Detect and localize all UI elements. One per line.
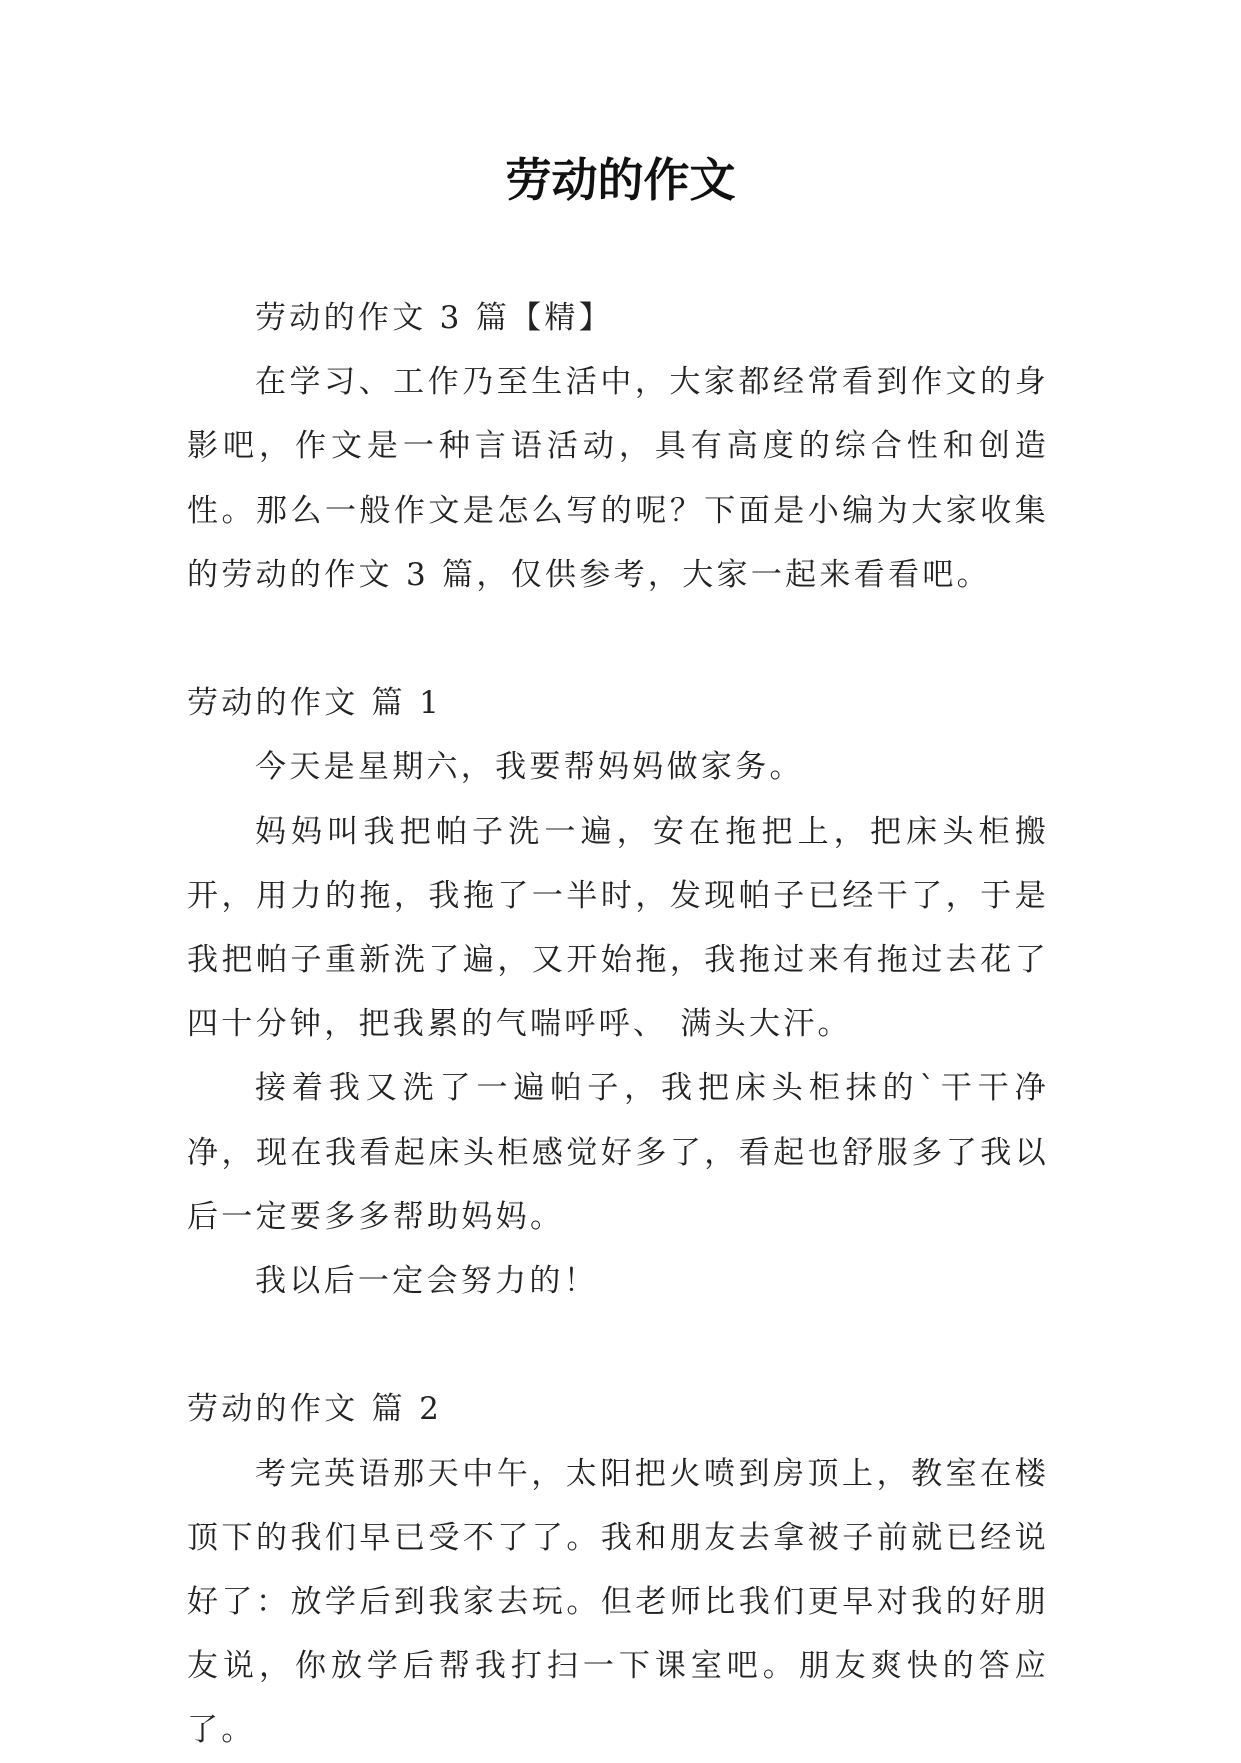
essay-1-paragraph: 接着我又洗了一遍帕子，我把床头柜抹的`干干净净，现在我看起床头柜感觉好多了，看起也舒服多了我以后一定要多多帮助妈妈。 <box>187 1070 1049 1235</box>
essay-1-paragraph: 妈妈叫我把帕子洗一遍，安在拖把上，把床头柜搬开，用力的拖，我拖了一半时，发现帕子已经干了，于是我把帕子重新洗了遍，又开始拖，我拖过来有拖过去花了四十分钟，把我累的气喘呼呼、 满头大汗。 <box>187 813 1049 1043</box>
intro-paragraph: 在学习、工作乃至生活中，大家都经常看到作文的身影吧，作文是一种言语活动，具有高度的综合性和创造性。那么一般作文是怎么写的呢？下面是小编为大家收集的劳动的作文 3 篇，仅供参考，大家一起来看看吧。 <box>187 364 1049 593</box>
document-body <box>187 286 1049 1763</box>
intro-subtitle: 劳动的作文 3 篇【精】 <box>255 300 614 336</box>
essay-2-paragraph: 考完英语那天中午，太阳把火喷到房顶上，教室在楼顶下的我们早已受不了了。我和朋友去拿被子前就已经说好了：放学后到我家去玩。但老师比我们更早对我的好朋友说，你放学后帮我打扫一下课室吧。朋友爽快的答应了。 <box>187 1455 1049 1749</box>
essay-2-heading: 劳动的作文 篇 2 <box>187 1391 443 1428</box>
essay-1-paragraph: 我以后一定会努力的！ <box>255 1263 598 1300</box>
essay-1-heading: 劳动的作文 篇 1 <box>187 685 443 722</box>
essay-1-paragraph: 今天是星期六，我要帮妈妈做家务。 <box>255 749 804 786</box>
document-title: 劳动的作文 <box>505 153 736 207</box>
